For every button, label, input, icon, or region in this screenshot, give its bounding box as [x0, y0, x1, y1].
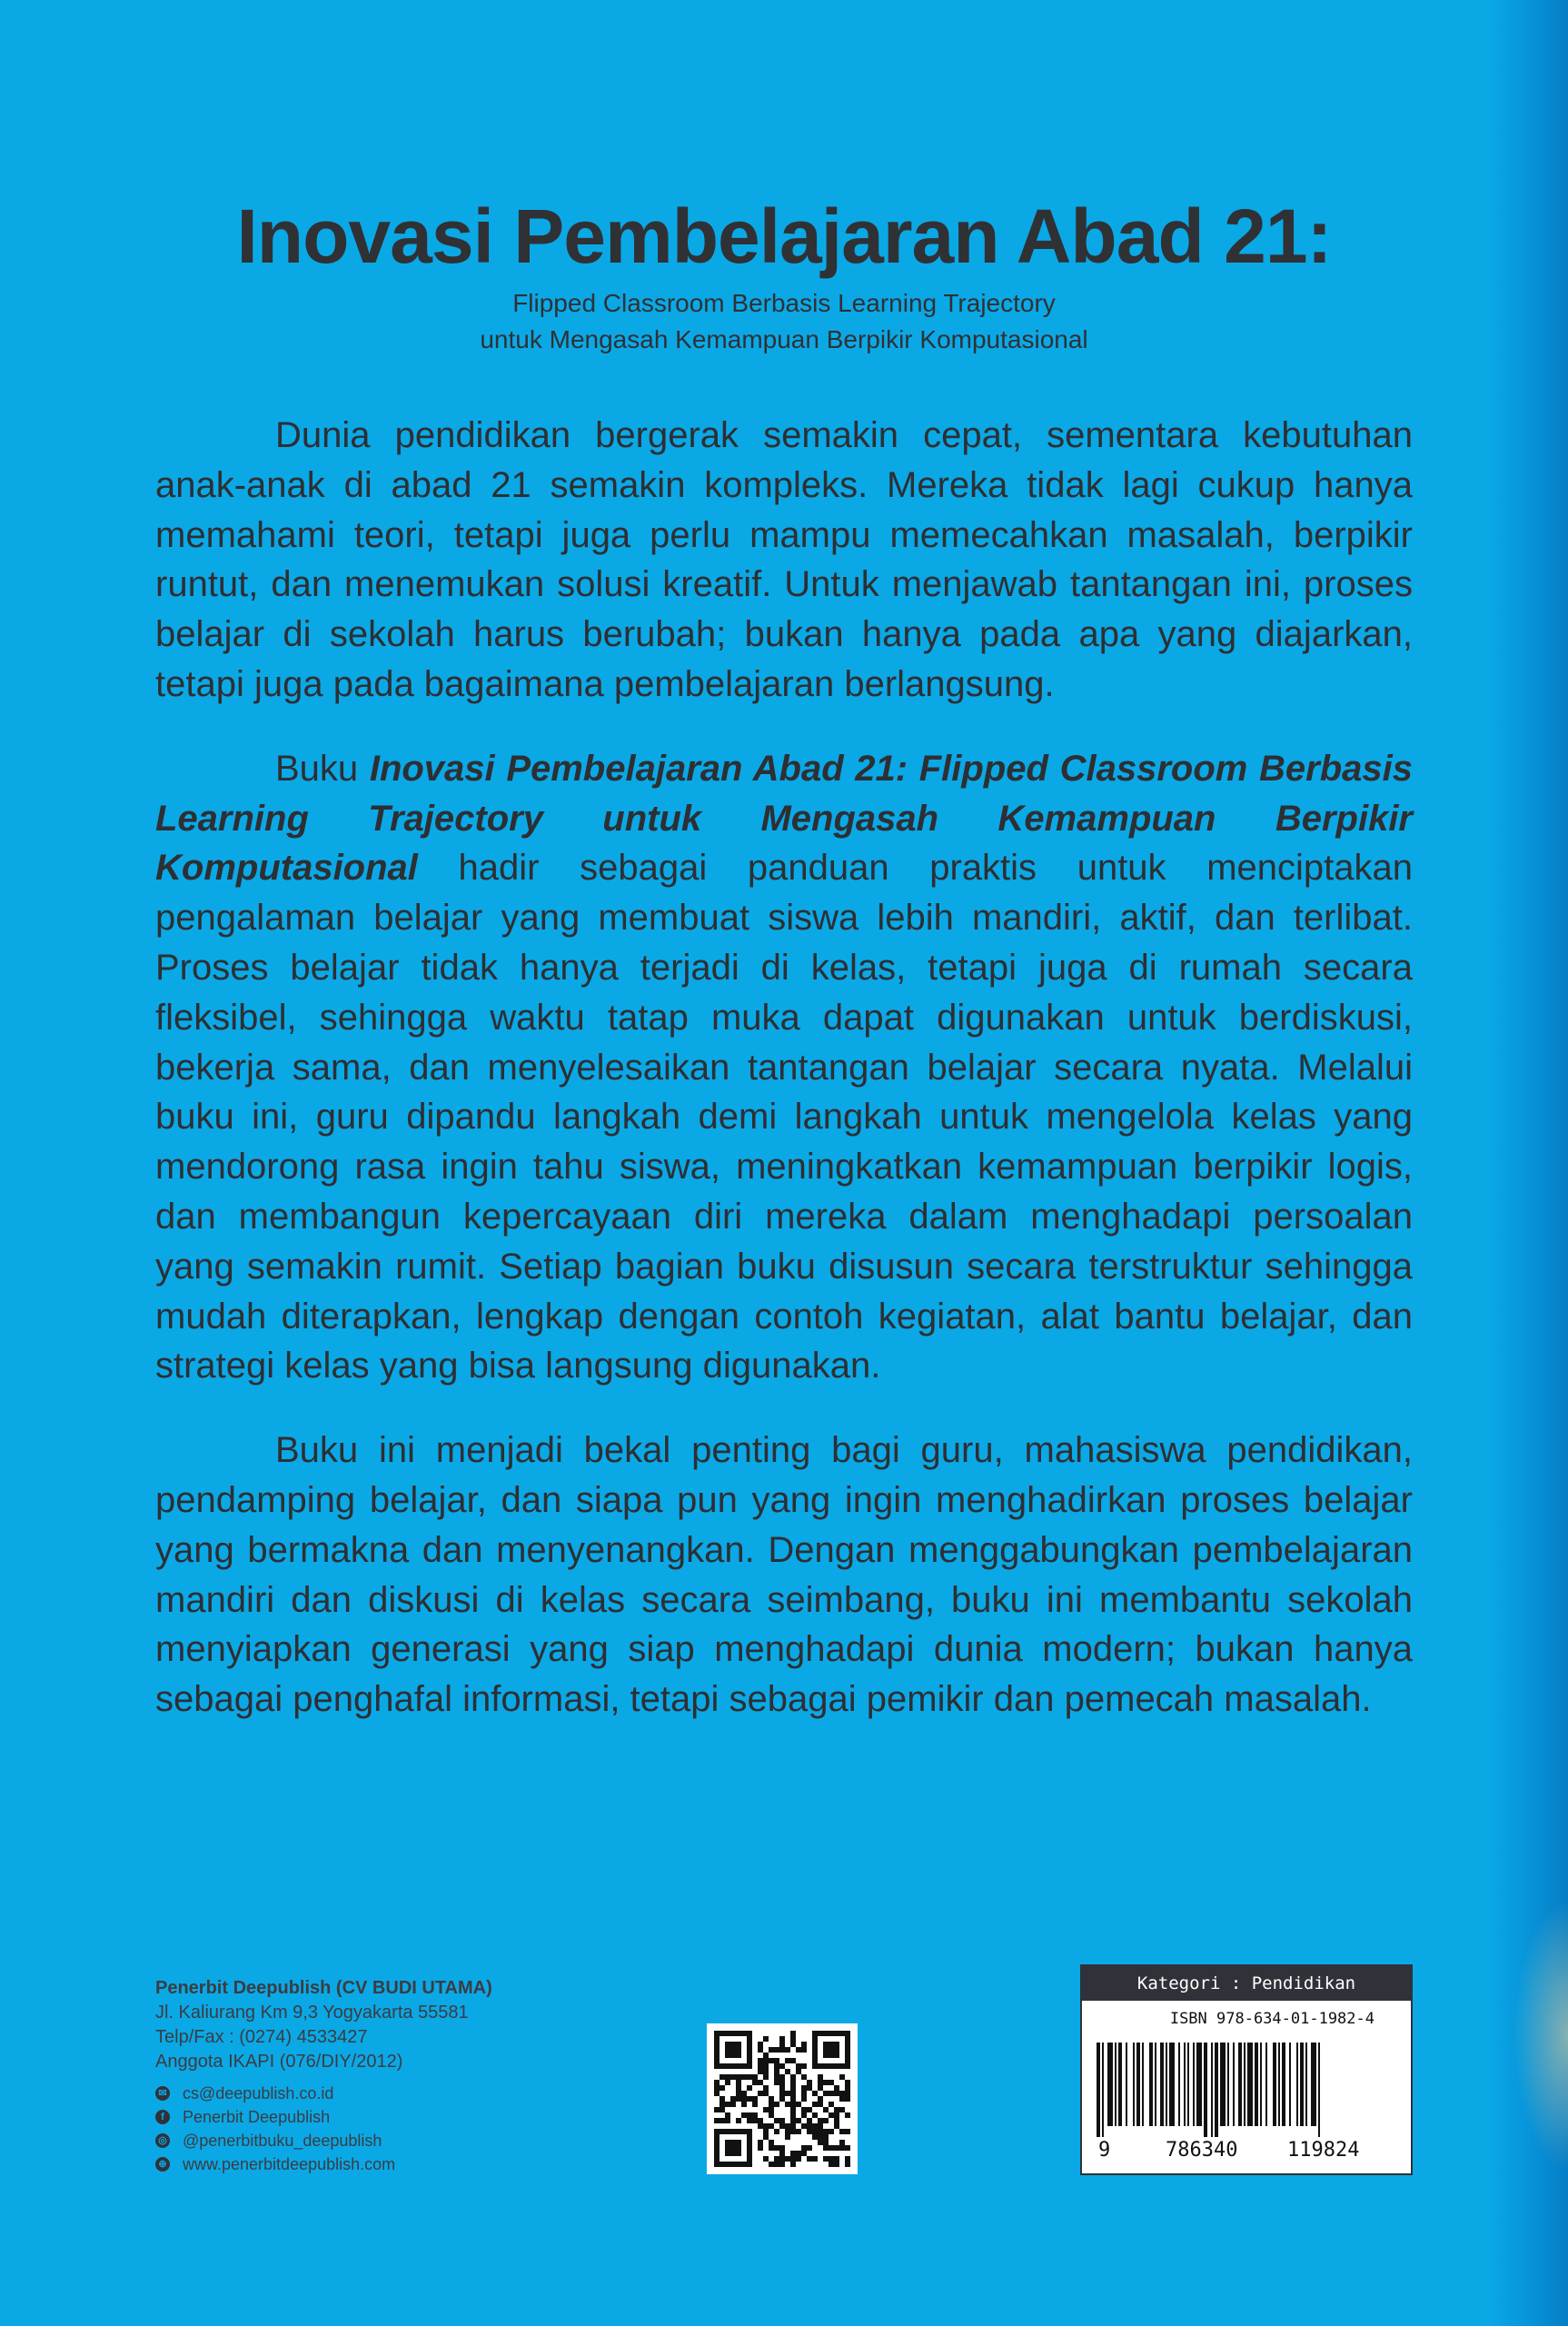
qr-module [779, 2074, 785, 2080]
qr-module [758, 2080, 763, 2085]
qr-module [839, 2107, 845, 2112]
qr-module [774, 2063, 779, 2069]
barcode-bar [1155, 2043, 1156, 2126]
isbn-number: ISBN 978-634-01-1982-4 [1169, 2010, 1374, 2028]
qr-module [823, 2156, 829, 2162]
qr-module [790, 2156, 796, 2162]
synopsis [155, 411, 1413, 1759]
paragraph-2-book-title: Inovasi Pembelajaran Abad 21: Flipped Classroom Berbasis Learning Trajectory untuk Mengasah Kemampuan Berpikir Komputasional [155, 748, 1413, 889]
qr-module [812, 2134, 818, 2140]
qr-module [714, 2107, 719, 2112]
instagram-text: @penerbitbuku_deepublish [183, 2131, 382, 2150]
barcode-bar [1255, 2043, 1258, 2126]
qr-module [812, 2129, 818, 2134]
qr-module [790, 2118, 796, 2123]
qr-module [807, 2107, 812, 2112]
qr-module [774, 2058, 779, 2063]
qr-module [796, 2129, 801, 2134]
qr-module [796, 2069, 801, 2074]
qr-module [807, 2118, 812, 2123]
qr-module [769, 2058, 774, 2063]
qr-module [774, 2102, 779, 2107]
barcode-bar [1142, 2043, 1144, 2126]
barcode-bar [1166, 2043, 1167, 2126]
qr-module [790, 2107, 796, 2112]
qr-module [790, 2096, 796, 2102]
qr-module [796, 2118, 801, 2123]
qr-module [812, 2102, 818, 2107]
qr-module [730, 2102, 736, 2107]
qr-module [763, 2134, 769, 2140]
qr-module [790, 2074, 796, 2080]
barcode-bar [1247, 2043, 1253, 2126]
qr-module [769, 2107, 774, 2112]
qr-module [807, 2080, 812, 2085]
qr-module [796, 2102, 801, 2107]
synopsis-paragraph-2 [155, 744, 1413, 1391]
qr-module [763, 2123, 769, 2129]
qr-module [719, 2074, 725, 2080]
qr-module [719, 2102, 725, 2107]
qr-module [845, 2129, 850, 2134]
qr-module [714, 2118, 719, 2123]
qr-module [741, 2102, 747, 2107]
qr-module [747, 2096, 752, 2102]
synopsis-paragraph-1: Dunia pendidikan bergerak semakin cepat, sementara kebutuhan anak-anak di abad 21 semakin kompleks. Mereka tidak lagi cukup hanya memahami teori, tetapi juga perlu mampu memecahkan masalah, berpikir runtut, dan menemukan solusi kreatif. Untuk menjawab tantangan ini, proses belajar di sekolah harus berubah; bukan hanya pada apa yang diajarkan, tetapi juga pada bagaimana pembelajaran berlangsung. [155, 415, 1413, 704]
barcode-bar [1215, 2043, 1218, 2137]
qr-module [758, 2118, 763, 2123]
qr-module [829, 2129, 834, 2134]
publisher-membership: Anggota IKAPI (076/DIY/2012) [155, 2052, 403, 2072]
subtitle-line-2: untuk Mengasah Kemampuan Berpikir Komputasional [480, 325, 1088, 353]
qr-module [758, 2091, 763, 2096]
qr-module [719, 2118, 725, 2123]
barcode-bar [1184, 2043, 1186, 2126]
barcode-bar [1169, 2043, 1175, 2126]
qr-module [747, 2118, 752, 2123]
barcode-bar [1318, 2043, 1320, 2137]
website-text: www.penerbitdeepublish.com [183, 2154, 396, 2173]
qr-module [769, 2102, 774, 2107]
barcode-bar [1238, 2043, 1242, 2126]
qr-module [785, 2069, 790, 2074]
qr-module [790, 2091, 796, 2096]
qr-module [790, 2102, 796, 2107]
qr-module [818, 2129, 823, 2134]
barcode-bar [1149, 2043, 1153, 2126]
qr-module [845, 2112, 850, 2118]
qr-module [790, 2085, 796, 2091]
qr-module [801, 2047, 807, 2053]
qr-module [818, 2118, 823, 2123]
barcode-bar [1273, 2043, 1276, 2126]
qr-module [758, 2042, 763, 2047]
qr-module [785, 2102, 790, 2107]
qr-module [719, 2096, 725, 2102]
barcode-bar [1289, 2043, 1291, 2126]
qr-module [741, 2096, 747, 2102]
barcode-digits [1082, 2139, 1411, 2164]
qr-module [730, 2096, 736, 2102]
qr-module [736, 2074, 741, 2080]
qr-code-graphic [707, 2023, 858, 2174]
qr-module [823, 2118, 829, 2123]
qr-module [790, 2031, 796, 2036]
qr-module [790, 2129, 796, 2134]
qr-module [845, 2085, 850, 2091]
qr-module [741, 2074, 747, 2080]
qr-module [779, 2091, 785, 2096]
barcode-bar [1178, 2043, 1180, 2126]
qr-module [829, 2156, 834, 2162]
qr-module [845, 2091, 850, 2096]
isbn-barcode-label [1080, 1964, 1413, 2175]
qr-module [801, 2063, 807, 2069]
qr-module [785, 2123, 790, 2129]
qr-module [719, 2107, 725, 2112]
qr-module [812, 2123, 818, 2129]
qr-module [834, 2112, 839, 2118]
qr-module [763, 2129, 769, 2134]
qr-module [834, 2091, 839, 2096]
category-label: Kategori : Pendidikan [1082, 1966, 1411, 2001]
qr-module [834, 2107, 839, 2112]
qr-module [714, 2085, 719, 2091]
qr-module [785, 2129, 790, 2134]
barcode-bar [1107, 2043, 1113, 2126]
qr-module [845, 2145, 850, 2151]
qr-module [807, 2156, 812, 2162]
qr-module [801, 2112, 807, 2118]
qr-module [779, 2123, 785, 2129]
barcode-bar [1227, 2043, 1229, 2126]
barcode-bar [1126, 2043, 1127, 2126]
qr-module [763, 2053, 769, 2058]
publisher-phone: Telp/Fax : (0274) 4533427 [155, 2027, 368, 2047]
qr-module [763, 2085, 769, 2091]
barcode-bar [1160, 2043, 1164, 2126]
qr-code[interactable] [707, 2023, 858, 2174]
qr-module [790, 2058, 796, 2063]
contact-instagram[interactable] [155, 2129, 664, 2152]
qr-module [812, 2091, 818, 2096]
qr-module [834, 2085, 839, 2091]
barcode-bar [1115, 2043, 1116, 2126]
qr-module [839, 2140, 845, 2145]
qr-module [769, 2123, 774, 2129]
qr-module [769, 2162, 774, 2167]
qr-module [774, 2080, 779, 2085]
qr-module [785, 2156, 790, 2162]
qr-module [834, 2118, 839, 2123]
qr-module [763, 2069, 769, 2074]
qr-module [801, 2074, 807, 2080]
qr-module [752, 2080, 758, 2085]
qr-module [752, 2102, 758, 2107]
qr-module [763, 2058, 769, 2063]
barcode-bar [1097, 2043, 1100, 2137]
barcode-bar [1204, 2043, 1207, 2137]
qr-module [790, 2162, 796, 2167]
barcode-bar [1233, 2043, 1235, 2126]
spine-highlight [1513, 1899, 1568, 2172]
qr-module [834, 2156, 839, 2162]
barcode-bar [1193, 2043, 1195, 2126]
qr-module [823, 2080, 829, 2085]
qr-module [736, 2080, 741, 2085]
facebook-text: Penerbit Deepublish [183, 2107, 331, 2126]
qr-module [774, 2074, 779, 2080]
qr-module [801, 2042, 807, 2047]
barcode-bar [1118, 2043, 1122, 2126]
qr-module [758, 2140, 763, 2145]
qr-module [790, 2123, 796, 2129]
qr-module [818, 2102, 823, 2107]
qr-module [845, 2096, 850, 2102]
contact-facebook[interactable] [155, 2105, 664, 2129]
email-text: cs@deepublish.co.id [183, 2083, 334, 2102]
contact-email[interactable] [155, 2082, 664, 2105]
qr-module [790, 2036, 796, 2042]
qr-module [812, 2112, 818, 2118]
qr-module [829, 2162, 834, 2167]
barcode-bar [1136, 2043, 1140, 2126]
qr-module [790, 2042, 796, 2047]
qr-module [823, 2140, 829, 2145]
qr-module [774, 2069, 779, 2074]
qr-module [818, 2096, 823, 2102]
qr-module [763, 2107, 769, 2112]
qr-module [779, 2085, 785, 2091]
barcode-bar [1265, 2043, 1267, 2126]
qr-module [785, 2058, 790, 2063]
qr-module [839, 2096, 845, 2102]
qr-module [790, 2080, 796, 2085]
qr-module [801, 2091, 807, 2096]
barcode-bar [1133, 2043, 1135, 2126]
qr-module [779, 2096, 785, 2102]
qr-module [779, 2042, 785, 2047]
email-icon: ✉ [155, 2086, 170, 2101]
qr-module [845, 2156, 850, 2162]
qr-module [769, 2096, 774, 2102]
qr-module [818, 2134, 823, 2140]
qr-module [807, 2123, 812, 2129]
qr-module [834, 2162, 839, 2167]
qr-module [774, 2118, 779, 2123]
qr-module [823, 2091, 829, 2096]
qr-module [769, 2140, 774, 2145]
publisher-name: Penerbit Deepublish (CV BUDI UTAMA) [155, 1978, 492, 1998]
barcode-bar [1187, 2043, 1189, 2126]
facebook-icon: f [155, 2110, 170, 2124]
qr-module [769, 2047, 774, 2053]
qr-module [818, 2074, 823, 2080]
qr-module [818, 2080, 823, 2085]
qr-module [779, 2047, 785, 2053]
barcode-right-digits: 119824 [1287, 2139, 1360, 2162]
qr-module [829, 2112, 834, 2118]
qr-module [796, 2047, 801, 2053]
qr-module [725, 2080, 730, 2085]
qr-module [774, 2156, 779, 2162]
barcode-bar [1220, 2043, 1226, 2126]
qr-module [725, 2112, 730, 2118]
qr-module [818, 2123, 823, 2129]
qr-module [736, 2118, 741, 2123]
qr-module [758, 2123, 763, 2129]
qr-module [779, 2063, 785, 2069]
qr-module [736, 2091, 741, 2096]
globe-icon: ⊕ [155, 2157, 170, 2172]
qr-module [758, 2145, 763, 2151]
paragraph-2-rest: hadir sebagai panduan praktis untuk menciptakan pengalaman belajar yang membuat siswa lebih mandiri, aktif, dan terlibat. Proses belajar tidak hanya terjadi di kelas, tetapi juga di rumah secara fleksibel, sehingga waktu tatap muka dapat digunakan untuk berdiskusi, bekerja sama, dan menyelesaikan tantangan belajar secara nyata. Melalui buku ini, guru dipandu langkah demi langkah untuk mengelola kelas yang mendorong rasa ingin tahu siswa, meningkatkan kemampuan berpikir logis, dan membangun kepercayaan diri mereka dalam menghadapi persoalan yang semakin rumit. Setiap bagian buku disusun secara terstruktur sehingga mudah diterapkan, lengkap dengan contoh kegiatan, alat bantu belajar, dan strategi kelas yang bisa langsung digunakan. [155, 848, 1413, 1387]
barcode-bar [1305, 2043, 1307, 2126]
qr-module [845, 2162, 850, 2167]
qr-module [845, 2080, 850, 2085]
qr-module [779, 2162, 785, 2167]
qr-module [747, 2085, 752, 2091]
qr-module [779, 2118, 785, 2123]
qr-module [719, 2085, 725, 2091]
qr-module [790, 2151, 796, 2156]
qr-module [785, 2091, 790, 2096]
qr-module [812, 2156, 818, 2162]
qr-module [741, 2112, 747, 2118]
qr-module [763, 2091, 769, 2096]
qr-module [779, 2080, 785, 2085]
qr-module [769, 2112, 774, 2118]
qr-module [779, 2151, 785, 2156]
qr-module [818, 2140, 823, 2145]
qr-module [769, 2145, 774, 2151]
qr-module [823, 2134, 829, 2140]
qr-module [730, 2074, 736, 2080]
qr-module [807, 2085, 812, 2091]
qr-module [758, 2058, 763, 2063]
qr-module [714, 2080, 719, 2085]
qr-module [829, 2145, 834, 2151]
qr-module [774, 2129, 779, 2134]
barcode-bar [1196, 2043, 1202, 2126]
barcode-bar [1211, 2043, 1213, 2137]
qr-module [752, 2112, 758, 2118]
qr-module [839, 2129, 845, 2134]
barcode-bar [1311, 2043, 1316, 2126]
barcode-bar [1300, 2043, 1304, 2126]
qr-module [763, 2156, 769, 2162]
instagram-icon: ◎ [155, 2133, 170, 2148]
book-subtitle [0, 285, 1568, 358]
qr-module [796, 2156, 801, 2162]
qr-module [801, 2123, 807, 2129]
qr-module [747, 2074, 752, 2080]
qr-module [774, 2145, 779, 2151]
synopsis-paragraph-3: Buku ini menjadi bekal penting bagi guru, mahasiswa pendidikan, pendamping belajar, dan siapa pun yang ingin menghadirkan proses belajar yang bermakna dan menyenangkan. Dengan menggabungkan pembelajaran mandiri dan diskusi di kelas secara seimbang, buku ini membantu sekolah menyiapkan generasi yang siap menghadapi dunia modern; bukan hanya sebagai penghafal informasi, tetapi sebagai pemikir dan pemecah masalah. [155, 1430, 1413, 1720]
qr-module [779, 2156, 785, 2162]
barcode-bar [1244, 2043, 1245, 2126]
barcode-bar [1260, 2043, 1262, 2126]
qr-module [807, 2145, 812, 2151]
publisher-address: Jl. Kaliurang Km 9,3 Yogyakarta 55581 [155, 2003, 469, 2023]
barcode-left-digits: 786340 [1166, 2139, 1238, 2162]
qr-module [758, 2047, 763, 2053]
qr-module [823, 2129, 829, 2134]
qr-module [823, 2145, 829, 2151]
contact-list [155, 2082, 664, 2176]
qr-module [785, 2134, 790, 2140]
qr-module [801, 2096, 807, 2102]
qr-module [823, 2107, 829, 2112]
book-title: Inovasi Pembelajaran Abad 21: [236, 194, 1332, 279]
paragraph-2-lead: Buku [275, 748, 370, 789]
barcode-bar [1102, 2043, 1104, 2137]
qr-module [747, 2112, 752, 2118]
qr-module [758, 2069, 763, 2074]
barcode-bar [1296, 2043, 1298, 2126]
qr-module [779, 2036, 785, 2042]
qr-module [774, 2047, 779, 2053]
qr-module [834, 2145, 839, 2151]
qr-module [741, 2091, 747, 2096]
barcode-bar [1278, 2043, 1280, 2126]
barcode-graphic [1097, 2043, 1396, 2137]
subtitle-line-1: Flipped Classroom Berbasis Learning Trajectory [512, 289, 1056, 317]
qr-module [818, 2085, 823, 2091]
qr-module [736, 2096, 741, 2102]
qr-module [834, 2123, 839, 2129]
qr-module [763, 2063, 769, 2069]
qr-module [774, 2162, 779, 2167]
qr-module [790, 2112, 796, 2118]
qr-module [779, 2145, 785, 2151]
contact-website[interactable] [155, 2152, 664, 2176]
qr-module [801, 2085, 807, 2091]
qr-module [829, 2091, 834, 2096]
qr-module [725, 2102, 730, 2107]
barcode-bar [1282, 2043, 1285, 2126]
qr-module [829, 2080, 834, 2085]
qr-module [796, 2151, 801, 2156]
qr-module [752, 2118, 758, 2123]
qr-module [796, 2063, 801, 2069]
qr-module [839, 2091, 845, 2096]
qr-module [758, 2063, 763, 2069]
qr-module [763, 2074, 769, 2080]
qr-module [807, 2129, 812, 2134]
qr-module [801, 2151, 807, 2156]
publisher-info [155, 1976, 664, 2176]
qr-module [714, 2091, 719, 2096]
qr-module [725, 2074, 730, 2080]
qr-module [763, 2036, 769, 2042]
qr-module [725, 2118, 730, 2123]
qr-module [785, 2047, 790, 2053]
qr-module [752, 2096, 758, 2102]
qr-module [752, 2074, 758, 2080]
qr-module [801, 2107, 807, 2112]
qr-module [829, 2102, 834, 2107]
qr-module [736, 2085, 741, 2091]
qr-module [839, 2145, 845, 2151]
qr-module [801, 2145, 807, 2151]
barcode-lead-digit: 9 [1098, 2139, 1111, 2162]
qr-module [839, 2074, 845, 2080]
